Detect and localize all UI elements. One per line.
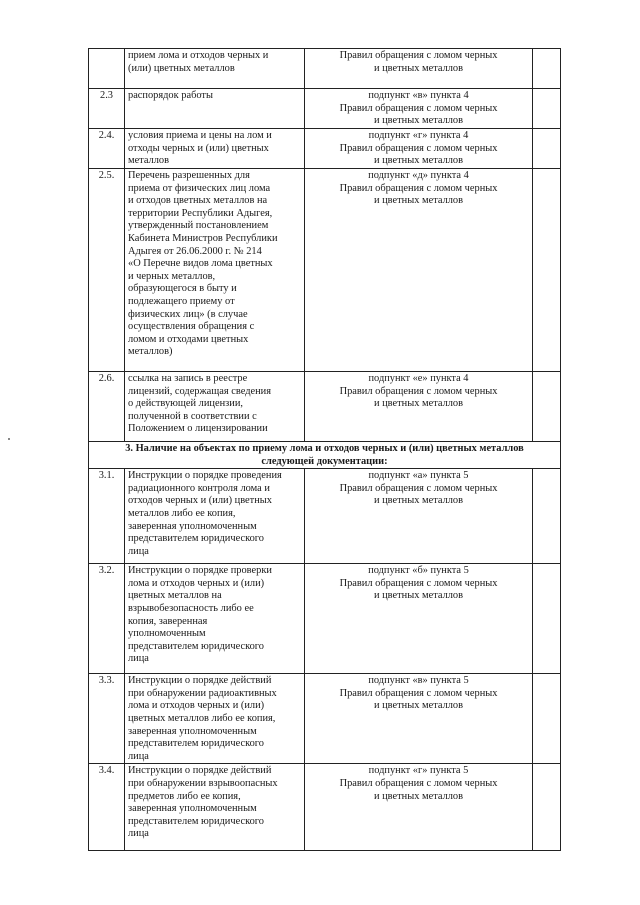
table-row bbox=[89, 89, 561, 129]
legal-reference bbox=[305, 169, 533, 372]
item-description-line: условия приема и цены на лом и bbox=[128, 130, 272, 141]
legal-reference-line: подпункт «б» пункта 5 bbox=[368, 565, 469, 577]
item-description bbox=[125, 469, 305, 564]
table-row bbox=[89, 49, 561, 89]
table-row bbox=[89, 469, 561, 564]
legal-reference-line: подпункт «г» пункта 5 bbox=[368, 765, 469, 777]
legal-reference-line: Правил обращения с ломом черных bbox=[339, 577, 498, 589]
item-description-line: и черных металлов, bbox=[128, 270, 216, 282]
legal-reference-line: подпункт «г» пункта 4 bbox=[368, 130, 469, 141]
item-description-line: подлежащего приему от bbox=[128, 295, 235, 307]
mark-cell bbox=[533, 564, 561, 674]
table-row bbox=[89, 564, 561, 674]
item-number: 2.5. bbox=[89, 169, 125, 372]
item-description-line: лица bbox=[128, 828, 149, 840]
item-description-line: территории Республики Адыгея, bbox=[128, 207, 273, 219]
item-description-line: Кабинета Министров Республики bbox=[128, 232, 278, 244]
item-number: 2.3 bbox=[89, 89, 125, 129]
item-number: 3.1. bbox=[89, 469, 125, 564]
legal-reference-line: и цветных металлов bbox=[373, 590, 464, 602]
item-description-line: Инструкции о порядке проверки bbox=[128, 565, 272, 577]
table-body bbox=[89, 49, 561, 851]
item-description-line: приема от физических лиц лома bbox=[128, 182, 271, 194]
item-description-line: заверенная уполномоченным bbox=[128, 520, 257, 532]
legal-reference-line: и цветных металлов bbox=[373, 495, 464, 507]
section-header-row bbox=[89, 442, 561, 469]
legal-reference-line: Правил обращения с ломом черных bbox=[339, 142, 498, 154]
legal-reference bbox=[305, 372, 533, 442]
item-description-line: заверенная уполномоченным bbox=[128, 725, 257, 737]
item-description-line: Перечень разрешенных для bbox=[128, 170, 250, 181]
item-description-line: металлов) bbox=[128, 346, 173, 358]
mark-cell bbox=[533, 372, 561, 442]
legal-reference-line: и цветных металлов bbox=[373, 398, 464, 410]
legal-reference-line: Правил обращения с ломом черных bbox=[339, 182, 498, 194]
legal-reference-line: подпункт «а» пункта 5 bbox=[368, 470, 469, 482]
legal-reference-line: и цветных металлов bbox=[373, 62, 464, 74]
legal-reference-line: Правил обращения с ломом черных bbox=[339, 50, 498, 61]
legal-reference bbox=[305, 674, 533, 764]
item-description-line: предметов либо ее копия, bbox=[128, 790, 241, 802]
legal-reference bbox=[305, 564, 533, 674]
item-number bbox=[89, 49, 125, 89]
legal-reference-line: Правил обращения с ломом черных bbox=[339, 687, 498, 699]
mark-cell bbox=[533, 49, 561, 89]
item-description-line: и отходов цветных металлов на bbox=[128, 195, 268, 207]
legal-reference bbox=[305, 49, 533, 89]
item-description-line: физических лиц» (в случае bbox=[128, 308, 248, 320]
section-heading-line: следующей документации: bbox=[261, 455, 388, 467]
item-description-line: при обнаружении взрывоопасных bbox=[128, 777, 278, 789]
item-description-line: металлов bbox=[128, 155, 170, 167]
mark-cell bbox=[533, 764, 561, 851]
mark-cell bbox=[533, 89, 561, 129]
item-description-line: заверенная уполномоченным bbox=[128, 803, 257, 815]
item-number: 2.4. bbox=[89, 129, 125, 169]
item-description-line: образующегося в быту и bbox=[128, 283, 237, 295]
section-heading bbox=[89, 442, 561, 469]
table-row bbox=[89, 674, 561, 764]
legal-reference-line: Правил обращения с ломом черных bbox=[339, 482, 498, 494]
item-number: 3.3. bbox=[89, 674, 125, 764]
item-number: 3.2. bbox=[89, 564, 125, 674]
mark-cell bbox=[533, 674, 561, 764]
item-description-line: радиационного контроля лома и bbox=[128, 482, 270, 494]
item-description bbox=[125, 89, 305, 129]
legal-reference-line: и цветных металлов bbox=[373, 115, 464, 127]
legal-reference-line: подпункт «в» пункта 4 bbox=[368, 90, 469, 101]
item-description-line: лица bbox=[128, 653, 149, 665]
mark-cell bbox=[533, 129, 561, 169]
item-description-line: цветных металлов либо ее копия, bbox=[128, 712, 276, 724]
item-description-line: уполномоченным bbox=[128, 628, 206, 640]
legal-reference-line: Правил обращения с ломом черных bbox=[339, 777, 498, 789]
item-description-line: о действующей лицензии, bbox=[128, 398, 243, 410]
legal-reference-line: Правил обращения с ломом черных bbox=[339, 102, 498, 114]
item-description-line: Адыгея от 26.06.2000 г. № 214 bbox=[128, 245, 262, 257]
legal-reference-line: и цветных металлов bbox=[373, 700, 464, 712]
item-description-line: (или) цветных металлов bbox=[128, 62, 235, 74]
item-description-line: металлов либо ее копия, bbox=[128, 507, 236, 519]
item-description bbox=[125, 674, 305, 764]
item-description bbox=[125, 129, 305, 169]
item-description-line: Положением о лицензировании bbox=[128, 423, 268, 435]
item-description-line: представителем юридического bbox=[128, 738, 264, 750]
requirements-table bbox=[88, 48, 561, 851]
item-description-line: ссылка на запись в реестре bbox=[128, 373, 248, 384]
mark-cell bbox=[533, 469, 561, 564]
item-description-line: цветных металлов на bbox=[128, 590, 222, 602]
item-description-line: Инструкции о порядке действий bbox=[128, 765, 272, 777]
legal-reference-line: подпункт «е» пункта 4 bbox=[368, 373, 469, 384]
legal-reference bbox=[305, 469, 533, 564]
table-row bbox=[89, 764, 561, 851]
item-description-line: Инструкции о порядке проведения bbox=[128, 470, 282, 482]
legal-reference-line: подпункт «д» пункта 4 bbox=[368, 170, 469, 181]
item-description-line: лома и отходов черных и (или) bbox=[128, 577, 265, 589]
item-description-line: распорядок работы bbox=[128, 90, 213, 101]
item-description-line: лома и отходов черных и (или) bbox=[128, 700, 265, 712]
legal-reference-line: подпункт «в» пункта 5 bbox=[368, 675, 469, 687]
item-description bbox=[125, 564, 305, 674]
item-description-line: представителем юридического bbox=[128, 815, 264, 827]
item-number: 3.4. bbox=[89, 764, 125, 851]
item-description bbox=[125, 372, 305, 442]
item-description-line: Инструкции о порядке действий bbox=[128, 675, 272, 687]
scan-speck bbox=[8, 438, 10, 440]
item-description-line: копия, заверенная bbox=[128, 615, 208, 627]
item-description bbox=[125, 764, 305, 851]
item-description bbox=[125, 169, 305, 372]
item-description-line: представителем юридического bbox=[128, 640, 264, 652]
table-row bbox=[89, 372, 561, 442]
item-description-line: лицензий, содержащая сведения bbox=[128, 385, 272, 397]
item-description-line: лица bbox=[128, 545, 149, 557]
item-description-line: отходы черных и (или) цветных bbox=[128, 142, 269, 154]
mark-cell bbox=[533, 169, 561, 372]
legal-reference-line: и цветных металлов bbox=[373, 155, 464, 167]
item-description-line: осуществления обращения с bbox=[128, 321, 255, 333]
item-description-line: прием лома и отходов черных и bbox=[128, 50, 269, 61]
item-description-line: отходов черных и (или) цветных bbox=[128, 495, 272, 507]
legal-reference bbox=[305, 129, 533, 169]
item-description-line: «О Перечне видов лома цветных bbox=[128, 258, 273, 270]
legal-reference-line: Правил обращения с ломом черных bbox=[339, 385, 498, 397]
table-row bbox=[89, 129, 561, 169]
item-description-line: ломом и отходами цветных bbox=[128, 333, 249, 345]
item-description-line: представителем юридического bbox=[128, 533, 264, 545]
item-description-line: утвержденный постановлением bbox=[128, 220, 269, 232]
item-description bbox=[125, 49, 305, 89]
item-description-line: лица bbox=[128, 750, 149, 762]
item-description-line: при обнаружении радиоактивных bbox=[128, 687, 277, 699]
legal-reference-line: и цветных металлов bbox=[373, 790, 464, 802]
section-heading-line: 3. Наличие на объектах по приему лома и отходов черных и (или) цветных металлов bbox=[125, 443, 524, 454]
item-description-line: полученной в соответствии с bbox=[128, 410, 257, 422]
table-row bbox=[89, 169, 561, 372]
item-description-line: взрывобезопасность либо ее bbox=[128, 602, 254, 614]
legal-reference bbox=[305, 89, 533, 129]
item-number: 2.6. bbox=[89, 372, 125, 442]
legal-reference-line: и цветных металлов bbox=[373, 195, 464, 207]
legal-reference bbox=[305, 764, 533, 851]
